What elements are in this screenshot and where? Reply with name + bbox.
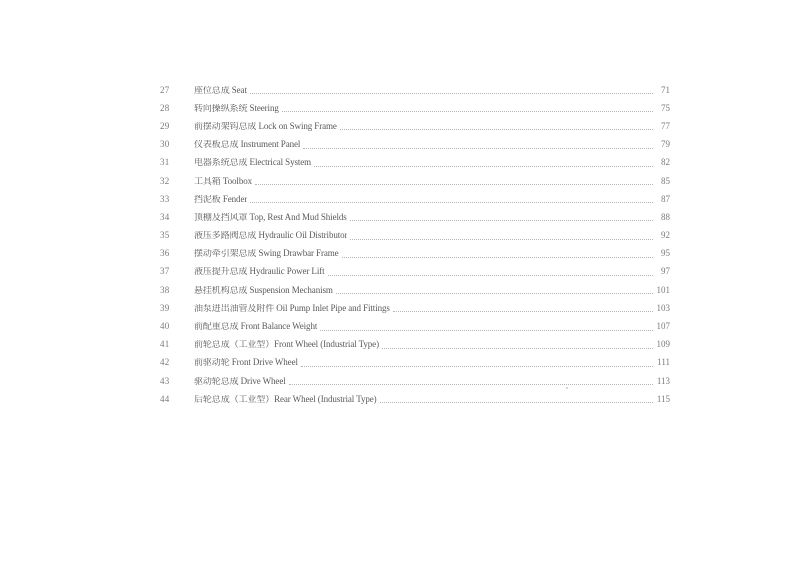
table-of-contents <box>160 81 670 408</box>
toc-entry-number: 36 <box>160 248 170 259</box>
toc-entry <box>160 190 670 208</box>
toc-entry-page: 79 <box>661 139 670 150</box>
toc-entry-title: 悬挂机构总成 Suspension Mechanism <box>194 285 333 295</box>
toc-entry-page: 109 <box>656 339 670 350</box>
toc-entry-title: 油泵进出油管及附件 Oil Pump Inlet Pipe and Fittings <box>194 303 390 313</box>
toc-entry-page: 111 <box>657 357 670 368</box>
toc-entry-page: 82 <box>661 157 670 168</box>
toc-entry-number: 40 <box>160 321 170 332</box>
toc-entry-title: 摆动牵引架总成 Swing Drawbar Frame <box>194 249 339 259</box>
toc-dot-leader <box>340 128 653 130</box>
toc-entry-number: 39 <box>160 302 170 313</box>
toc-dot-leader <box>336 292 653 294</box>
toc-entry <box>160 208 670 226</box>
toc-entry <box>160 172 670 190</box>
toc-dot-leader <box>314 165 653 167</box>
toc-entry-number: 35 <box>160 230 170 241</box>
toc-entry-title: 座位总成 Seat <box>194 85 247 95</box>
toc-entry-title: 工具箱 Toolbox <box>194 176 253 186</box>
toc-entry-number: 27 <box>160 84 170 95</box>
toc-entry-title: 电器系统总成 Electrical System <box>194 158 312 168</box>
toc-dot-leader <box>382 347 653 349</box>
toc-entry-page: 71 <box>661 84 670 95</box>
toc-dot-leader <box>380 401 653 403</box>
toc-entry-page: 113 <box>656 375 670 386</box>
toc-entry-number: 34 <box>160 211 170 222</box>
toc-entry-page: 85 <box>661 175 670 186</box>
scan-speck <box>566 387 568 389</box>
toc-entry-page: 77 <box>661 120 670 131</box>
toc-entry-page: 103 <box>656 302 670 313</box>
toc-entry <box>160 154 670 172</box>
toc-entry-page: 95 <box>661 248 670 259</box>
toc-dot-leader <box>250 201 653 203</box>
toc-dot-leader <box>289 383 653 385</box>
toc-dot-leader <box>350 219 653 221</box>
toc-entry-page: 87 <box>661 193 670 204</box>
toc-entry-number: 44 <box>160 393 170 404</box>
toc-entry-page: 97 <box>661 266 670 277</box>
toc-entry-page: 75 <box>661 102 670 113</box>
toc-entry <box>160 317 670 335</box>
toc-dot-leader <box>342 256 653 258</box>
toc-dot-leader <box>320 329 653 331</box>
toc-dot-leader <box>282 110 653 112</box>
toc-entry <box>160 81 670 99</box>
toc-entry-title: 仪表板总成 Instrument Panel <box>194 140 301 150</box>
toc-entry-page: 92 <box>661 230 670 241</box>
toc-entry-number: 33 <box>160 193 170 204</box>
toc-entry <box>160 245 670 263</box>
toc-entry <box>160 336 670 354</box>
toc-entry-number: 29 <box>160 120 170 131</box>
toc-entry <box>160 372 670 390</box>
toc-entry-number: 37 <box>160 266 170 277</box>
toc-entry <box>160 227 670 245</box>
toc-entry <box>160 354 670 372</box>
toc-entry <box>160 99 670 117</box>
toc-entry-number: 28 <box>160 102 170 113</box>
toc-dot-leader <box>393 310 653 312</box>
toc-dot-leader <box>350 238 653 240</box>
toc-entry-number: 41 <box>160 339 170 350</box>
toc-dot-leader <box>303 147 653 149</box>
toc-entry <box>160 390 670 408</box>
toc-entry-title: 挡泥板 Fender <box>194 194 248 204</box>
toc-entry <box>160 281 670 299</box>
toc-dot-leader <box>328 274 653 276</box>
toc-entry-title: 转向操纵系统 Steering <box>194 103 279 113</box>
toc-entry-number: 30 <box>160 139 170 150</box>
toc-entry-title: 顶棚及挡风罩 Top, Rest And Mud Shields <box>194 212 347 222</box>
toc-entry <box>160 136 670 154</box>
toc-entry-title: 前配重总成 Front Balance Weight <box>194 322 318 332</box>
toc-entry-title: 液压提升总成 Hydraulic Power Lift <box>194 267 325 277</box>
toc-dot-leader <box>255 183 653 185</box>
toc-entry-title: 前轮总成（工业型）Front Wheel (Industrial Type) <box>194 340 379 350</box>
toc-entry-title: 驱动轮总成 Drive Wheel <box>194 376 286 386</box>
toc-entry-title: 前驱动轮 Front Drive Wheel <box>194 358 298 368</box>
toc-entry-page: 101 <box>656 284 670 295</box>
toc-entry-number: 42 <box>160 357 170 368</box>
toc-entry-page: 107 <box>656 321 670 332</box>
toc-entry-title: 前摆动架钩总成 Lock on Swing Frame <box>194 121 337 131</box>
toc-entry-title: 后轮总成（工业型）Rear Wheel (Industrial Type) <box>194 394 377 404</box>
toc-entry-number: 32 <box>160 175 170 186</box>
toc-entry-number: 43 <box>160 375 170 386</box>
toc-entry <box>160 299 670 317</box>
toc-entry-page: 115 <box>656 393 670 404</box>
toc-entry-number: 38 <box>160 284 170 295</box>
toc-entry <box>160 263 670 281</box>
toc-dot-leader <box>250 92 653 94</box>
toc-entry <box>160 117 670 135</box>
toc-entry-title: 液压多路阀总成 Hydraulic Oil Distributor <box>194 231 348 241</box>
toc-dot-leader <box>301 365 653 367</box>
toc-entry-page: 88 <box>661 211 670 222</box>
toc-entry-number: 31 <box>160 157 170 168</box>
